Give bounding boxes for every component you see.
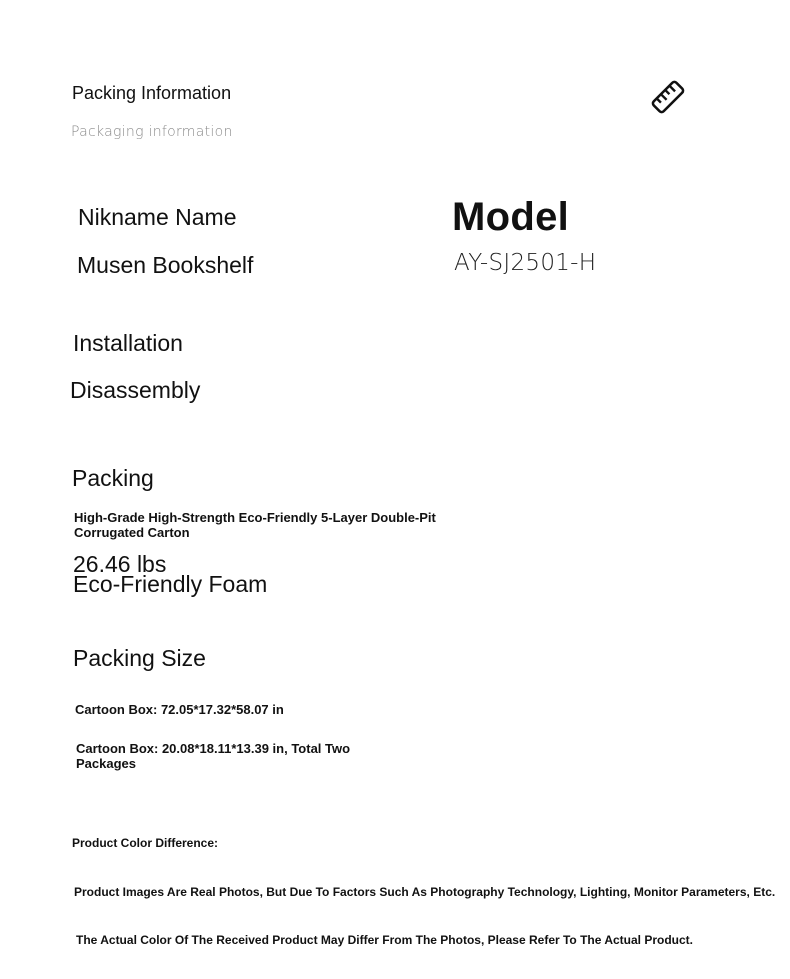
packing-size-label: Packing Size xyxy=(73,645,206,671)
installation-value: Disassembly xyxy=(70,377,201,403)
box-1-dimensions: Cartoon Box: 72.05*17.32*58.07 in xyxy=(75,702,284,717)
color-difference-title: Product Color Difference: xyxy=(72,836,219,850)
installation-label: Installation xyxy=(73,330,183,356)
model-label: Model xyxy=(452,195,570,239)
box-2-dimensions: Cartoon Box: 20.08*18.11*13.39 in, Total Two Packages xyxy=(76,741,351,771)
color-difference-line-2: The Actual Color Of The Received Product May Differ From The Photos, Please Refer To The Actual Product. xyxy=(76,933,693,947)
packing-weight: 26.46 lbs xyxy=(73,551,167,577)
carton-description: High-Grade High-Strength Eco-Friendly 5-Layer Double-Pit Corrugated Carton xyxy=(74,510,436,540)
packing-label: Packing xyxy=(72,465,154,491)
foam-description: Eco-Friendly Foam xyxy=(73,571,268,597)
color-difference-line-1: Product Images Are Real Photos, But Due To Factors Such As Photography Technology, Lighting, Monitor Parameters, Etc. xyxy=(74,885,776,899)
name-value: Musen Bookshelf xyxy=(77,252,254,278)
model-value: AY-SJ2501-H xyxy=(454,250,597,276)
name-label: Nikname Name xyxy=(78,204,237,230)
page-title: Packing Information xyxy=(72,83,232,103)
page-subtitle: Packaging information xyxy=(71,124,233,140)
ruler-icon xyxy=(648,77,688,117)
